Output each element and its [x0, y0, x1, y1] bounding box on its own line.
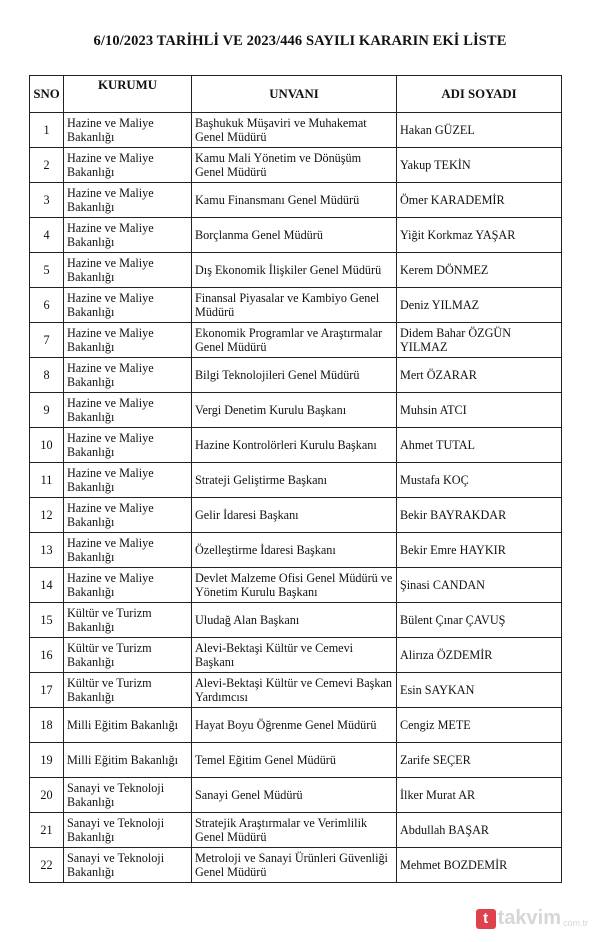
cell-adi-soyadi: Esin SAYKAN: [397, 673, 562, 708]
table-header-row: [30, 76, 562, 113]
cell-adi-soyadi: Bekir Emre HAYKIR: [397, 533, 562, 568]
cell-unvani: Başhukuk Müşaviri ve Muhakemat Genel Müdürü: [192, 113, 397, 148]
table-row: [30, 568, 562, 603]
cell-sno: 11: [30, 463, 64, 498]
cell-adi-soyadi: Ömer KARADEMİR: [397, 183, 562, 218]
cell-adi-soyadi: Bülent Çınar ÇAVUŞ: [397, 603, 562, 638]
cell-kurumu: Milli Eğitim Bakanlığı: [64, 743, 192, 778]
cell-unvani: Alevi-Bektaşi Kültür ve Cemevi Başkanı: [192, 638, 397, 673]
cell-adi-soyadi: Zarife SEÇER: [397, 743, 562, 778]
cell-unvani: Vergi Denetim Kurulu Başkanı: [192, 393, 397, 428]
watermark-suffix: com.tr: [562, 917, 588, 928]
cell-kurumu: Sanayi ve Teknoloji Bakanlığı: [64, 848, 192, 883]
cell-sno: 5: [30, 253, 64, 288]
cell-sno: 15: [30, 603, 64, 638]
header-unvani: UNVANI: [192, 76, 397, 113]
cell-adi-soyadi: Didem Bahar ÖZGÜN YILMAZ: [397, 323, 562, 358]
cell-adi-soyadi: Mert ÖZARAR: [397, 358, 562, 393]
cell-kurumu: Hazine ve Maliye Bakanlığı: [64, 113, 192, 148]
cell-unvani: Dış Ekonomik İlişkiler Genel Müdürü: [192, 253, 397, 288]
cell-adi-soyadi: Kerem DÖNMEZ: [397, 253, 562, 288]
cell-sno: 22: [30, 848, 64, 883]
cell-unvani: Metroloji ve Sanayi Ürünleri Güvenliği Genel Müdürü: [192, 848, 397, 883]
table-row: [30, 603, 562, 638]
table-row: [30, 393, 562, 428]
cell-sno: 9: [30, 393, 64, 428]
cell-sno: 3: [30, 183, 64, 218]
table-row: [30, 673, 562, 708]
cell-kurumu: Kültür ve Turizm Bakanlığı: [64, 638, 192, 673]
cell-adi-soyadi: Mehmet BOZDEMİR: [397, 848, 562, 883]
cell-sno: 10: [30, 428, 64, 463]
cell-unvani: Strateji Geliştirme Başkanı: [192, 463, 397, 498]
cell-unvani: Özelleştirme İdaresi Başkanı: [192, 533, 397, 568]
cell-adi-soyadi: Mustafa KOÇ: [397, 463, 562, 498]
cell-kurumu: Hazine ve Maliye Bakanlığı: [64, 568, 192, 603]
cell-kurumu: Hazine ve Maliye Bakanlığı: [64, 218, 192, 253]
cell-sno: 13: [30, 533, 64, 568]
cell-unvani: Uludağ Alan Başkanı: [192, 603, 397, 638]
cell-unvani: Borçlanma Genel Müdürü: [192, 218, 397, 253]
cell-sno: 6: [30, 288, 64, 323]
cell-unvani: Alevi-Bektaşi Kültür ve Cemevi Başkan Yardımcısı: [192, 673, 397, 708]
cell-unvani: Gelir İdaresi Başkanı: [192, 498, 397, 533]
table-row: [30, 113, 562, 148]
cell-kurumu: Hazine ve Maliye Bakanlığı: [64, 533, 192, 568]
table-row: [30, 743, 562, 778]
table-row: [30, 428, 562, 463]
cell-sno: 8: [30, 358, 64, 393]
cell-sno: 16: [30, 638, 64, 673]
cell-unvani: Devlet Malzeme Ofisi Genel Müdürü ve Yönetim Kurulu Başkanı: [192, 568, 397, 603]
cell-unvani: Kamu Mali Yönetim ve Dönüşüm Genel Müdürü: [192, 148, 397, 183]
cell-adi-soyadi: Bekir BAYRAKDAR: [397, 498, 562, 533]
table-row: [30, 813, 562, 848]
table-row: [30, 848, 562, 883]
cell-kurumu: Sanayi ve Teknoloji Bakanlığı: [64, 778, 192, 813]
cell-unvani: Ekonomik Programlar ve Araştırmalar Genel Müdürü: [192, 323, 397, 358]
cell-adi-soyadi: İlker Murat AR: [397, 778, 562, 813]
cell-sno: 18: [30, 708, 64, 743]
cell-kurumu: Kültür ve Turizm Bakanlığı: [64, 603, 192, 638]
cell-kurumu: Hazine ve Maliye Bakanlığı: [64, 323, 192, 358]
cell-adi-soyadi: Şinasi CANDAN: [397, 568, 562, 603]
cell-kurumu: Hazine ve Maliye Bakanlığı: [64, 428, 192, 463]
table-row: [30, 218, 562, 253]
table-row: [30, 708, 562, 743]
cell-adi-soyadi: Ahmet TUTAL: [397, 428, 562, 463]
cell-unvani: Finansal Piyasalar ve Kambiyo Genel Müdürü: [192, 288, 397, 323]
cell-kurumu: Hazine ve Maliye Bakanlığı: [64, 288, 192, 323]
table-row: [30, 288, 562, 323]
cell-sno: 20: [30, 778, 64, 813]
table-row: [30, 253, 562, 288]
cell-kurumu: Hazine ve Maliye Bakanlığı: [64, 393, 192, 428]
cell-kurumu: Kültür ve Turizm Bakanlığı: [64, 673, 192, 708]
cell-adi-soyadi: Deniz YILMAZ: [397, 288, 562, 323]
cell-unvani: Kamu Finansmanı Genel Müdürü: [192, 183, 397, 218]
cell-unvani: Stratejik Araştırmalar ve Verimlilik Genel Müdürü: [192, 813, 397, 848]
cell-kurumu: Hazine ve Maliye Bakanlığı: [64, 148, 192, 183]
cell-adi-soyadi: Yakup TEKİN: [397, 148, 562, 183]
cell-adi-soyadi: Yiğit Korkmaz YAŞAR: [397, 218, 562, 253]
table-row: [30, 498, 562, 533]
cell-sno: 4: [30, 218, 64, 253]
cell-sno: 2: [30, 148, 64, 183]
cell-adi-soyadi: Muhsin ATCI: [397, 393, 562, 428]
cell-sno: 1: [30, 113, 64, 148]
cell-unvani: Sanayi Genel Müdürü: [192, 778, 397, 813]
cell-sno: 7: [30, 323, 64, 358]
takvim-watermark: [476, 907, 588, 930]
cell-sno: 19: [30, 743, 64, 778]
cell-adi-soyadi: Cengiz METE: [397, 708, 562, 743]
table-row: [30, 638, 562, 673]
appointment-list-table: [29, 75, 562, 883]
table-row: [30, 778, 562, 813]
cell-sno: 14: [30, 568, 64, 603]
document-title: 6/10/2023 TARİHLİ VE 2023/446 SAYILI KARARIN EKİ LİSTE: [93, 33, 507, 49]
cell-kurumu: Sanayi ve Teknoloji Bakanlığı: [64, 813, 192, 848]
cell-sno: 17: [30, 673, 64, 708]
cell-sno: 12: [30, 498, 64, 533]
table-row: [30, 148, 562, 183]
cell-adi-soyadi: Abdullah BAŞAR: [397, 813, 562, 848]
cell-unvani: Temel Eğitim Genel Müdürü: [192, 743, 397, 778]
cell-kurumu: Hazine ve Maliye Bakanlığı: [64, 498, 192, 533]
header-adi-soyadi: ADI SOYADI: [397, 76, 562, 113]
cell-kurumu: Hazine ve Maliye Bakanlığı: [64, 253, 192, 288]
watermark-brand: takvim: [497, 907, 561, 929]
header-sno: SNO: [30, 76, 64, 113]
cell-kurumu: Hazine ve Maliye Bakanlığı: [64, 358, 192, 393]
table-row: [30, 533, 562, 568]
cell-unvani: Hazine Kontrolörleri Kurulu Başkanı: [192, 428, 397, 463]
cell-unvani: Bilgi Teknolojileri Genel Müdürü: [192, 358, 397, 393]
cell-kurumu: Hazine ve Maliye Bakanlığı: [64, 463, 192, 498]
table-row: [30, 323, 562, 358]
cell-adi-soyadi: Hakan GÜZEL: [397, 113, 562, 148]
takvim-logo-icon: t: [476, 909, 496, 929]
cell-unvani: Hayat Boyu Öğrenme Genel Müdürü: [192, 708, 397, 743]
cell-sno: 21: [30, 813, 64, 848]
cell-adi-soyadi: Alirıza ÖZDEMİR: [397, 638, 562, 673]
header-kurumu: KURUMU: [64, 76, 192, 113]
cell-kurumu: Milli Eğitim Bakanlığı: [64, 708, 192, 743]
cell-kurumu: Hazine ve Maliye Bakanlığı: [64, 183, 192, 218]
table-row: [30, 463, 562, 498]
table-row: [30, 183, 562, 218]
table-row: [30, 358, 562, 393]
